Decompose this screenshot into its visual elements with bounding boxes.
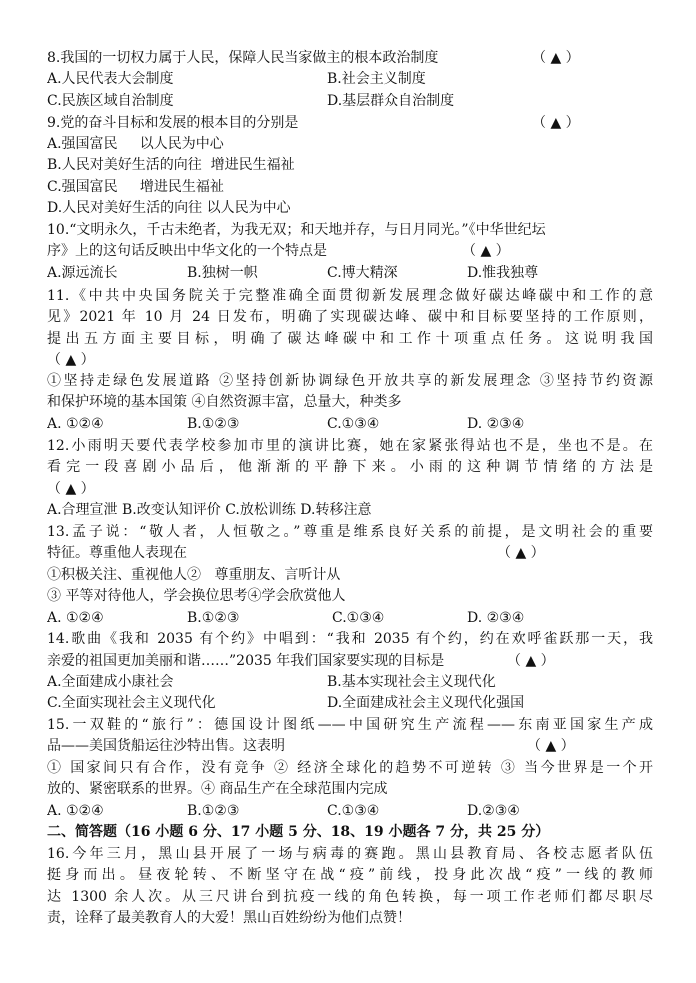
q13-option-c: C.①③④ <box>332 610 385 626</box>
q8-option-c: C.民族区域自治制度 <box>47 93 174 109</box>
q8-option-d: D.基层群众自治制度 <box>327 93 455 109</box>
q13-line3: ①积极关注、重视他人② 尊重朋友、言听计从 <box>47 567 341 583</box>
q15-answer-mark: （ ▲ ） <box>527 738 575 754</box>
q11-line4: ①坚持走绿色发展道路 ②坚持创新协调绿色开放共享的新发展理念 ③坚持节约资源 <box>47 373 653 389</box>
q10-answer-mark: （ ▲ ） <box>462 243 510 259</box>
q15-line4: 放的、紧密联系的世界。④ 商品生产在全球范围内完成 <box>47 781 388 797</box>
q14-line2-row <box>47 651 653 672</box>
q13-answer-mark: （ ▲ ） <box>497 545 545 561</box>
section2-heading: 二、简答题（16 小题 6 分、17 小题 5 分、18、19 小题各 7 分，共 25 分） <box>47 824 550 840</box>
q14-line1: 14.歌曲《我和 2035 有个约》中唱到：“我和 2035 有个约，约在欢呼雀跃那一天，我 <box>47 631 653 647</box>
q13-option-d: D. ②③④ <box>467 610 525 626</box>
q12-line2: 看完一段喜剧小品后，他渐渐的平静下来。小雨的这种调节情绪的方法是 <box>47 459 653 475</box>
q8-option-a: A.人民代表大会制度 <box>47 71 174 87</box>
q14-line2: 亲爱的祖国更加美丽和谐……”2035 年我们国家要实现的目标是 <box>47 653 445 669</box>
q15-option-d: D.②③④ <box>467 803 520 819</box>
q10-line1: 10.“文明永久，千古未绝者，为我无双；和天地并存，与日月同光。”《中华世纪坛 <box>47 222 546 238</box>
q9-option-c: C.强国富民 增进民生福祉 <box>47 179 224 195</box>
q15-line2-row <box>47 736 653 757</box>
q16-line3: 达 1300 余人次。从三尺讲台到抗疫一线的角色转换，每一项工作老师们都尽职尽 <box>47 889 653 905</box>
q8-answer-mark: （ ▲ ） <box>532 50 580 66</box>
q13-options <box>47 608 653 629</box>
q12-line1: 12.小雨明天要代表学校参加市里的演讲比赛，她在家紧张得站也不是，坐也不是。在 <box>47 438 653 454</box>
q14-option-d: D.全面建成社会主义现代化强国 <box>327 695 525 711</box>
q9-stem: 9.党的奋斗目标和发展的根本目的分别是 <box>47 115 299 131</box>
q15-line1: 15.一双鞋的“旅行”：德国设计图纸——中国研究生产流程——东南亚国家生产成 <box>47 717 653 733</box>
q10-option-c: C.博大精深 <box>327 265 398 281</box>
q9-option-d: D.人民对美好生活的向往 以人民为中心 <box>47 200 291 216</box>
q14-options-row2 <box>47 693 653 714</box>
q9-option-a: A.强国富民 以人民为中心 <box>47 136 224 152</box>
q13-option-b: B.①②③ <box>187 610 240 626</box>
q13-option-a: A. ①②④ <box>47 610 104 626</box>
q11-options <box>47 414 653 435</box>
q10-options <box>47 263 653 284</box>
q9-answer-mark: （ ▲ ） <box>532 115 580 131</box>
q15-line3: ① 国家间只有合作，没有竞争 ② 经济全球化的趋势不可逆转 ③ 当今世界是一个开 <box>47 760 653 776</box>
q8-stem-line <box>47 48 653 69</box>
q8-options-row2 <box>47 91 653 112</box>
q13-line2-row <box>47 543 653 564</box>
q11-option-a: A. ①②④ <box>47 416 104 432</box>
q10-line2-row <box>47 241 653 262</box>
q14-option-b: B.基本实现社会主义现代化 <box>327 674 496 690</box>
q11-option-c: C.①③④ <box>327 416 380 432</box>
q15-option-b: B.①②③ <box>187 803 240 819</box>
q11-line5: 和保护环境的基本国策 ④自然资源丰富，总量大，种类多 <box>47 394 402 410</box>
q15-option-a: A. ①②④ <box>47 803 104 819</box>
q16-line2: 挺身而出。昼夜轮转、不断坚守在战“疫”前线，投身此次战“疫”一线的教师 <box>47 867 653 883</box>
q8-option-b: B.社会主义制度 <box>327 71 426 87</box>
q8-stem: 8.我国的一切权力属于人民，保障人民当家做主的根本政治制度 <box>47 50 439 66</box>
q9-stem-line <box>47 113 653 134</box>
q11-line2: 见》2021 年 10 月 24 日发布，明确了实现碳达峰、碳中和目标要坚持的工作原则， <box>47 309 653 325</box>
q11-answer-mark: （ ▲ ） <box>47 352 95 368</box>
q10-option-a: A.源远流长 <box>47 265 118 281</box>
q15-line2: 品——美国货船运往沙特出售。这表明 <box>47 738 285 754</box>
q10-option-d: D.惟我独尊 <box>467 265 539 281</box>
q14-option-a: A.全面建成小康社会 <box>47 674 174 690</box>
q14-answer-mark: （ ▲ ） <box>507 653 555 669</box>
q11-line1: 11.《中共中央国务院关于完整准确全面贯彻新发展理念做好碳达峰碳中和工作的意 <box>47 288 653 304</box>
q12-answer-mark: （ ▲ ） <box>47 481 95 497</box>
q11-line3: 提出五方面主要目标，明确了碳达峰碳中和工作十项重点任务。这说明我国 <box>47 331 653 347</box>
q16-line1: 16.今年三月，黑山县开展了一场与病毒的赛跑。黑山县教育局、各校志愿者队伍 <box>47 846 653 862</box>
q14-option-c: C.全面实现社会主义现代化 <box>47 695 216 711</box>
q15-options <box>47 801 653 822</box>
q14-options-row1 <box>47 672 653 693</box>
q10-option-b: B.独树一帜 <box>187 265 258 281</box>
q8-options-row1 <box>47 69 653 90</box>
q11-option-b: B.①②③ <box>187 416 240 432</box>
q9-option-b: B.人民对美好生活的向往 增进民生福祉 <box>47 157 295 173</box>
q15-option-c: C.①③④ <box>327 803 380 819</box>
q16-line4: 责，诠释了最美教育人的大爱！黑山百姓纷纷为他们点赞！ <box>47 910 411 926</box>
q11-option-d: D. ②③④ <box>467 416 525 432</box>
q13-line1: 13.孟子说：“敬人者，人恒敬之。”尊重是维系良好关系的前提，是文明社会的重要 <box>47 524 653 540</box>
q10-line2: 序》上的这句话反映出中华文化的一个特点是 <box>47 243 327 259</box>
q13-line2: 特征。尊重他人表现在 <box>47 545 187 561</box>
q13-line4: ③ 平等对待他人，学会换位思考④学会欣赏他人 <box>47 588 346 604</box>
q12-options: A.合理宣泄 B.改变认知评价 C.放松训练 D.转移注意 <box>47 502 372 518</box>
